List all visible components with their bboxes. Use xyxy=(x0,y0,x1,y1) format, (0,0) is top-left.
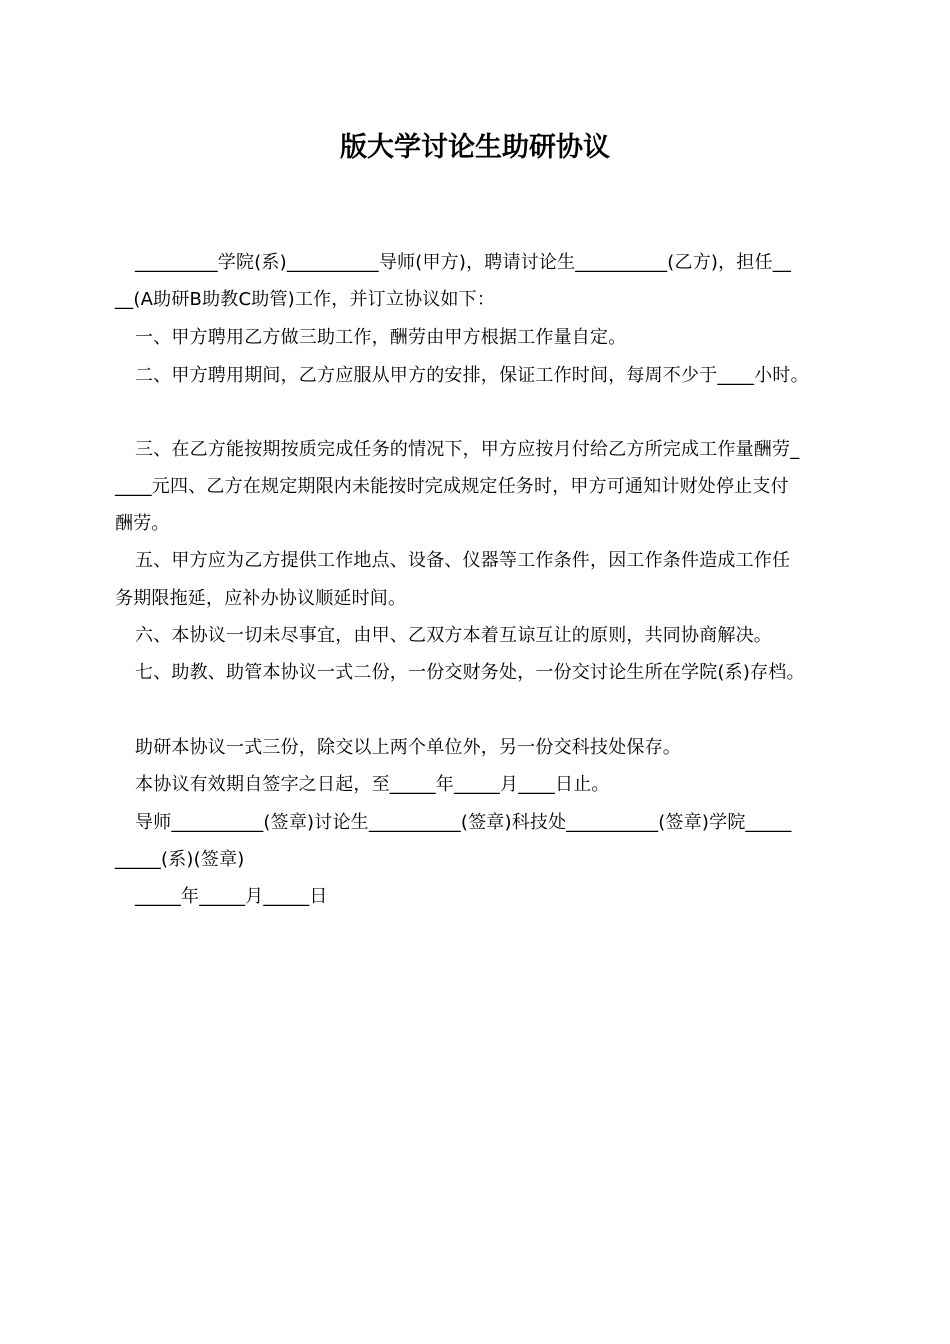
paragraph-line-intro-cont: __(A助研B助教C助管)工作，并订立协议如下： xyxy=(115,289,496,310)
clause-six: 六、本协议一切未尽事宜，由甲、乙双方本着互谅互让的原则，共同协商解决。 xyxy=(135,625,772,646)
signature-line-cont: _____(系)(签章) xyxy=(115,849,245,870)
clause-five: 五、甲方应为乙方提供工作地点、设备、仪器等工作条件，因工作条件造成工作任 xyxy=(135,550,791,571)
signature-line: 导师__________(签章)讨论生__________(签章)科技处__________(签章)学院_____ xyxy=(135,812,792,833)
clause-four-cont: 酬劳。 xyxy=(115,513,170,534)
date-line: _____年_____月_____日 xyxy=(135,886,328,907)
research-assistant-note: 助研本协议一式三份，除交以上两个单位外，另一份交科技处保存。 xyxy=(135,737,681,758)
clause-two: 二、甲方聘用期间，乙方应服从甲方的安排，保证工作时间，每周不少于____小时。 xyxy=(135,365,809,386)
document-title: 版大学讨论生助研协议 xyxy=(340,132,610,163)
clause-one: 一、甲方聘用乙方做三助工作，酬劳由甲方根据工作量自定。 xyxy=(135,327,627,348)
clause-three-cont: ____元四、乙方在规定期限内未能按时完成规定任务时，甲方可通知计财处停止支付 xyxy=(115,476,789,497)
clause-five-cont: 务期限拖延，应补办协议顺延时间。 xyxy=(115,588,407,609)
clause-seven: 七、助教、助管本协议一式二份，一份交财务处，一份交讨论生所在学院(系)存档。 xyxy=(135,662,805,683)
paragraph-line-intro: _________学院(系)__________导师(甲方)，聘请讨论生__________(乙方)，担任__ xyxy=(135,252,792,273)
clause-three: 三、在乙方能按期按质完成任务的情况下，甲方应按月付给乙方所完成工作量酬劳_ xyxy=(135,439,800,460)
validity-period: 本协议有效期自签字之日起，至_____年_____月____日止。 xyxy=(135,774,610,795)
